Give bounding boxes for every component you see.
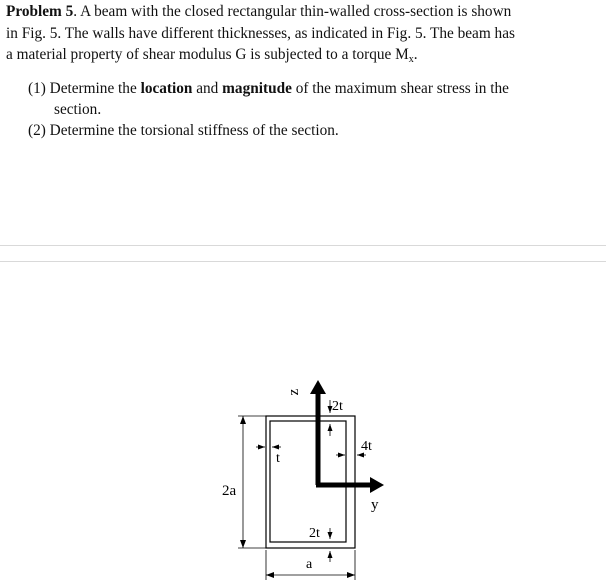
question-1-pre: Determine the [49,79,141,97]
torque-subscript: x [408,54,414,65]
right-wall-thickness-label: 4t [361,439,372,454]
bottom-wall-thickness-label: 2t [309,526,320,541]
question-1-post: of the maximum shear stress in the [291,79,509,97]
inner-wall-outline [270,421,346,542]
question-2-number: (2) [28,121,46,139]
y-axis-arrowhead [370,477,384,493]
y-axis-label: y [371,497,379,513]
left-wall-thickness-label: t [276,451,280,466]
question-2-text: Determine the torsional stiffness of the section. [49,121,339,139]
height-dim-arrow-bottom [240,540,246,548]
question-1-continuation: section. [54,100,102,118]
intro-text-3-end: . [413,46,418,63]
top-wall-thickness-label: 2t [332,399,343,414]
width-dimension-label: a [306,557,313,572]
height-dim-arrow-top [240,416,246,424]
height-dimension-label: 2a [222,483,237,499]
question-1-number: (1) [28,79,46,97]
intro-text-3: a material property of shear modulus G is subjected to a torque M [6,46,409,63]
z-axis-label: z [286,388,302,396]
intro-text-2: in Fig. 5. The walls have different thicknesses, as indicated in Fig. 5. The beam has [6,24,515,42]
problem-label: Problem 5 [6,3,74,20]
z-axis-arrowhead [310,380,326,394]
width-dim-arrow-right [347,572,355,578]
question-1-bold-location: location [140,79,193,97]
question-1-mid: and [192,79,223,97]
question-1-bold-magnitude: magnitude [222,79,292,97]
width-dim-arrow-left [266,572,274,578]
intro-text-1: . A beam with the closed rectangular thin-walled cross-section is shown [73,3,512,20]
